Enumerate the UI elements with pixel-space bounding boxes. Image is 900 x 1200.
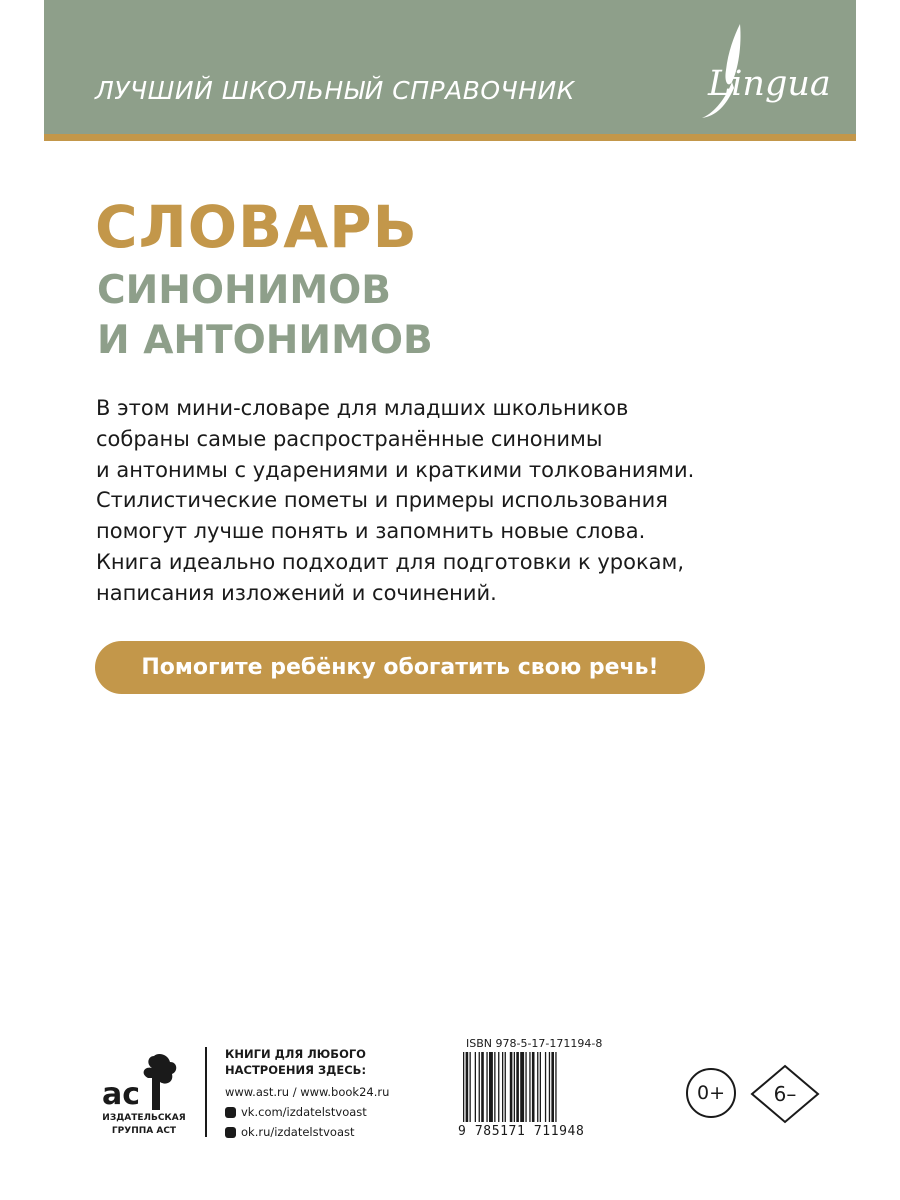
vk-text: vk.com/izdatelstvoast [241,1105,367,1119]
isbn-label: ISBN 978-5-17-171194-8 [466,1037,603,1050]
book-title-sub-line: И АНТОНИМОВ [97,318,433,363]
description-line: и антонимы с ударениями и краткими толкованиями. [96,457,695,482]
book-title-sub [97,266,433,366]
second-rating-badge: 6– [773,1082,797,1106]
lingua-logo-text: Lingua [708,64,831,104]
description-line: написания изложений и сочинений. [96,580,497,605]
ok-link[interactable] [225,1122,389,1142]
ok-text: ok.ru/izdatelstvoast [241,1125,355,1139]
description-line: собраны самые распространённые синонимы [96,426,603,451]
books-heading: НАСТРОЕНИЯ ЗДЕСЬ: [225,1063,367,1077]
barcode-digits: 9 785171 711948 [458,1124,585,1139]
description-line: Книга идеально подходит для подготовки к урокам, [96,549,685,574]
books-heading: КНИГИ ДЛЯ ЛЮБОГО [225,1047,366,1061]
publisher-caption-line: ИЗДАТЕЛЬСКАЯ [102,1113,186,1123]
svg-text:ас: ас [102,1077,141,1112]
header-accent-line [44,134,856,141]
ok-icon [225,1127,236,1138]
barcode-icon [463,1052,605,1122]
publisher-caption-line: ГРУППА АСТ [111,1126,177,1136]
footer-divider [205,1047,207,1137]
description-line: помогут лучше понять и запомнить новые слова. [96,519,646,544]
description-line: В этом мини-словаре для младших школьников [96,396,629,420]
cta-text: Помогите ребёнку обогатить свою речь! [141,655,659,680]
publisher-caption [96,1112,192,1138]
age-rating-badge: 0+ [686,1068,736,1118]
description-line: Стилистические пометы и примеры использования [96,488,668,513]
vk-icon [225,1107,236,1118]
book-title-sub-line: СИНОНИМОВ [97,268,392,313]
book-title-main: СЛОВАРЬ [95,193,418,261]
series-title: ЛУЧШИЙ ШКОЛЬНЫЙ СПРАВОЧНИК [95,76,575,105]
vk-link[interactable] [225,1102,389,1122]
cta-banner [95,641,705,694]
publisher-links [225,1046,389,1142]
book-description [96,393,856,609]
websites-link[interactable] [225,1082,389,1102]
websites-text: www.ast.ru / www.book24.ru [225,1085,390,1099]
